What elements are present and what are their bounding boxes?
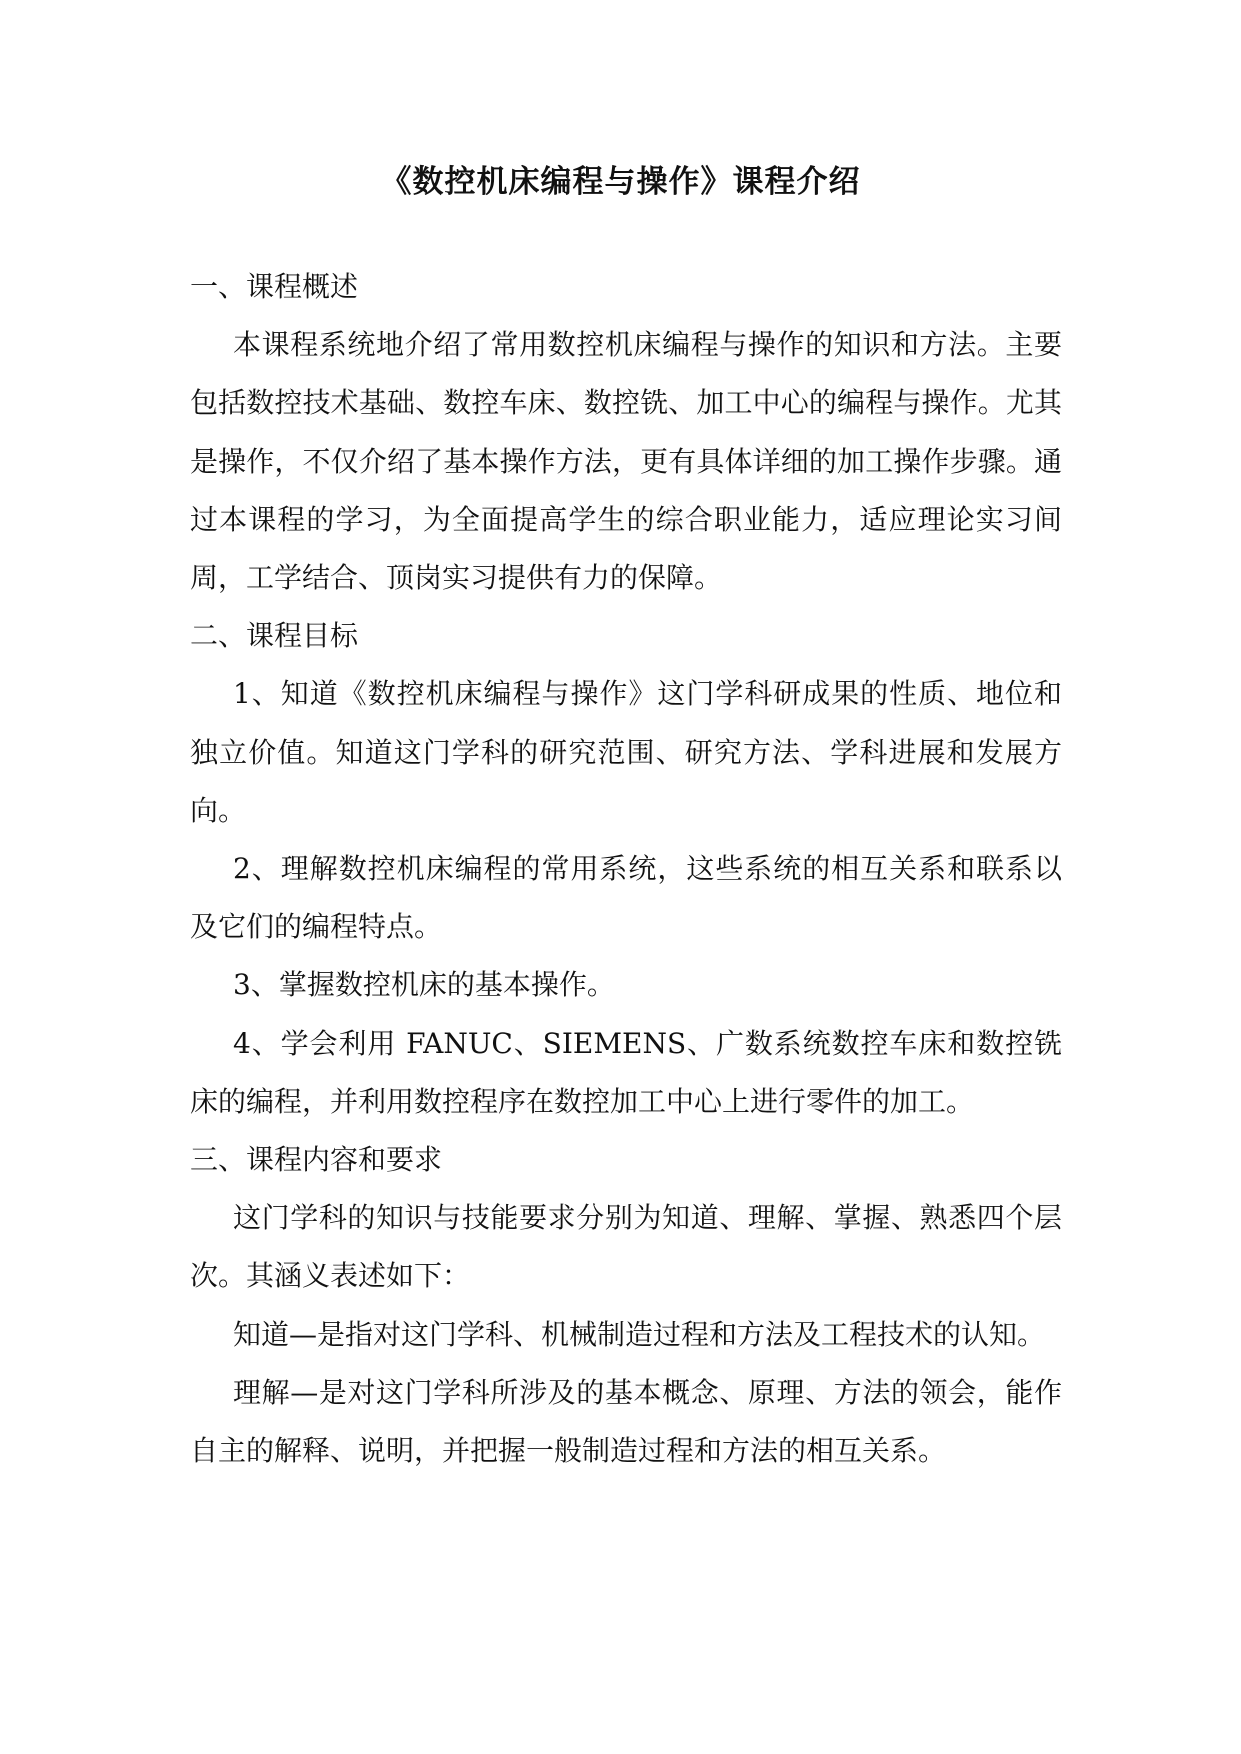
objective-item-4: 4、学会利用 FANUC、SIEMENS、广数系统数控车床和数控铣床的编程，并利用数控程序在数控加工中心上进行零件的加工。 [190,1026,1062,1118]
content-paragraph-levels: 这门学科的知识与技能要求分别为知道、理解、掌握、熟悉四个层次。其涵义表述如下： [190,1201,1062,1293]
section-heading-objectives: 二、课程目标 [190,619,359,653]
overview-paragraph: 本课程系统地介绍了常用数控机床编程与操作的知识和方法。主要包括数控技术基础、数控车床、数控铣、加工中心的编程与操作。尤其是操作，不仅介绍了基本操作方法，更有具体详细的加工操作步骤。通过本课程的学习，为全面提高学生的综合职业能力，适应理论实习间周，工学结合、顶岗实习提供有力的保障。 [190,328,1062,595]
section-heading-content: 三、课程内容和要求 [190,1143,443,1177]
content-paragraph-understand: 理解—是对这门学科所涉及的基本概念、原理、方法的领会，能作自主的解释、说明，并把握一般制造过程和方法的相互关系。 [190,1375,1062,1468]
objective-item-2: 2、理解数控机床编程的常用系统，这些系统的相互关系和联系以及它们的编程特点。 [190,852,1062,944]
section-heading-overview: 一、课程概述 [190,270,359,303]
objective-item-3: 3、掌握数控机床的基本操作。 [233,968,615,1002]
objective-item-1: 1、知道《数控机床编程与操作》这门学科研成果的性质、地位和独立价值。知道这门学科的研究范围、研究方法、学科进展和发展方向。 [190,677,1062,827]
content-paragraph-know: 知道—是指对这门学科、机械制造过程和方法及工程技术的认知。 [233,1317,1046,1351]
document-body [190,258,1062,1480]
document-title: 《数控机床编程与操作》课程介绍 [380,164,861,200]
